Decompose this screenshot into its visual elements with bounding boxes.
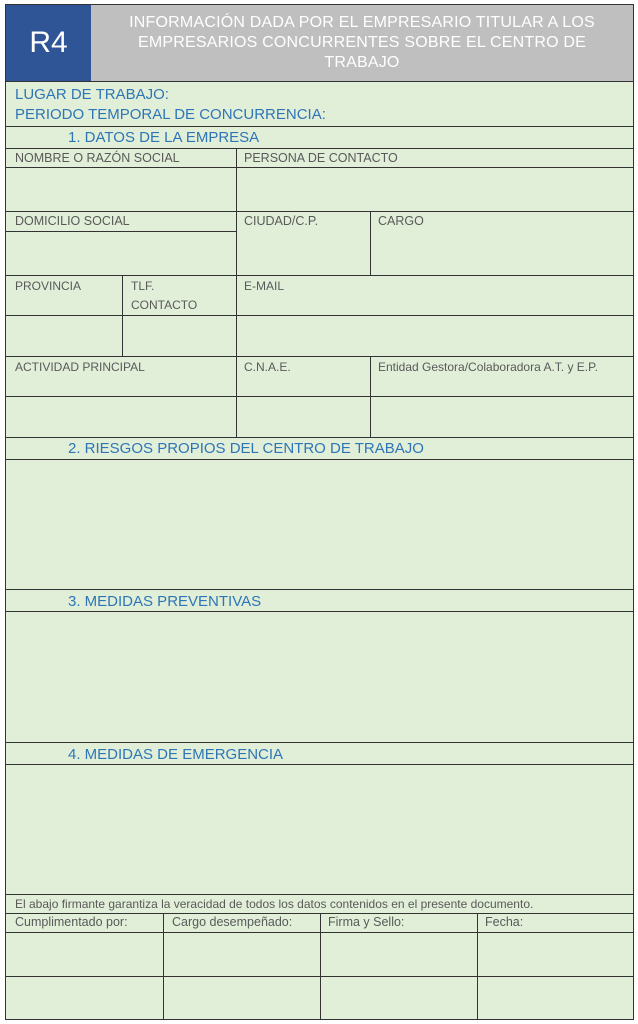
declaracion-text: El abajo firmante garantiza la veracidad de todos los datos contenidos en el presente documento.	[15, 897, 534, 911]
fecha-label: Fecha:	[485, 915, 524, 929]
divider	[6, 437, 633, 438]
persona-contacto-label: PERSONA DE CONTACTO	[244, 151, 398, 165]
cnae-label: C.N.A.E.	[244, 360, 291, 374]
lugar-de-trabajo-label: LUGAR DE TRABAJO:	[15, 86, 169, 103]
actividad-principal-field[interactable]	[6, 397, 236, 437]
cumplimentado-por-field-2[interactable]	[6, 977, 163, 1019]
firma-sello-field[interactable]	[321, 933, 477, 976]
divider	[122, 275, 123, 356]
medidas-preventivas-textarea[interactable]	[6, 612, 633, 742]
divider	[236, 148, 237, 211]
divider	[236, 275, 237, 356]
fecha-field-2[interactable]	[478, 977, 633, 1019]
cargo-desempenado-field[interactable]	[164, 933, 320, 976]
section-medidas-preventivas-heading: 3. MEDIDAS PREVENTIVAS	[68, 593, 262, 610]
divider	[370, 211, 371, 275]
nombre-razon-social-label: NOMBRE O RAZÓN SOCIAL	[15, 151, 180, 165]
cnae-field[interactable]	[237, 397, 370, 437]
actividad-principal-label: ACTIVIDAD PRINCIPAL	[15, 360, 145, 374]
form-code: R4	[6, 5, 91, 81]
tlf-contacto-field[interactable]	[123, 316, 236, 356]
form-title: INFORMACIÓN DADA POR EL EMPRESARIO TITULAR A LOS EMPRESARIOS CONCURRENTES SOBRE EL CENTRO DE TRABAJO	[91, 5, 633, 81]
persona-contacto-field[interactable]	[237, 168, 633, 211]
divider	[236, 211, 237, 275]
email-label: E-MAIL	[244, 279, 285, 293]
form-r4	[5, 4, 634, 1020]
provincia-label: PROVINCIA	[15, 279, 82, 293]
medidas-emergencia-textarea[interactable]	[6, 765, 633, 894]
entidad-gestora-label: Entidad Gestora/Colaboradora A.T. y E.P.	[378, 360, 598, 374]
divider	[236, 356, 237, 437]
fecha-field[interactable]	[478, 933, 633, 976]
cargo-desempenado-field-2[interactable]	[164, 977, 320, 1019]
riesgos-textarea[interactable]	[6, 460, 633, 589]
ciudad-cp-field[interactable]	[237, 232, 370, 275]
divider	[6, 126, 633, 127]
section-medidas-emergencia-heading: 4. MEDIDAS DE EMERGENCIA	[68, 746, 284, 763]
domicilio-social-label: DOMICILIO SOCIAL	[15, 214, 130, 228]
provincia-field[interactable]	[6, 316, 122, 356]
cargo-desempenado-label: Cargo desempeñado:	[172, 915, 293, 929]
divider	[6, 742, 633, 743]
cargo-field[interactable]	[371, 232, 633, 275]
nombre-razon-social-field[interactable]	[6, 168, 236, 211]
domicilio-social-field[interactable]	[6, 232, 236, 275]
cumplimentado-por-field[interactable]	[6, 933, 163, 976]
ciudad-cp-label: CIUDAD/C.P.	[244, 214, 319, 228]
cargo-label: CARGO	[378, 214, 424, 228]
email-field[interactable]	[237, 316, 633, 356]
divider	[6, 356, 633, 357]
tlf-contacto-label: TLF. CONTACTO	[131, 279, 198, 312]
divider	[370, 356, 371, 437]
cumplimentado-por-label: Cumplimentado por:	[15, 915, 128, 929]
firma-sello-field-2[interactable]	[321, 977, 477, 1019]
divider	[6, 275, 633, 276]
firma-sello-label: Firma y Sello:	[328, 915, 405, 929]
section-riesgos-heading: 2. RIESGOS PROPIOS DEL CENTRO DE TRABAJO	[68, 440, 424, 457]
divider	[6, 589, 633, 590]
section-datos-empresa-heading: 1. DATOS DE LA EMPRESA	[68, 129, 260, 146]
periodo-concurrencia-label: PERIODO TEMPORAL DE CONCURRENCIA:	[15, 106, 326, 123]
entidad-gestora-field[interactable]	[371, 397, 633, 437]
divider	[6, 81, 633, 82]
